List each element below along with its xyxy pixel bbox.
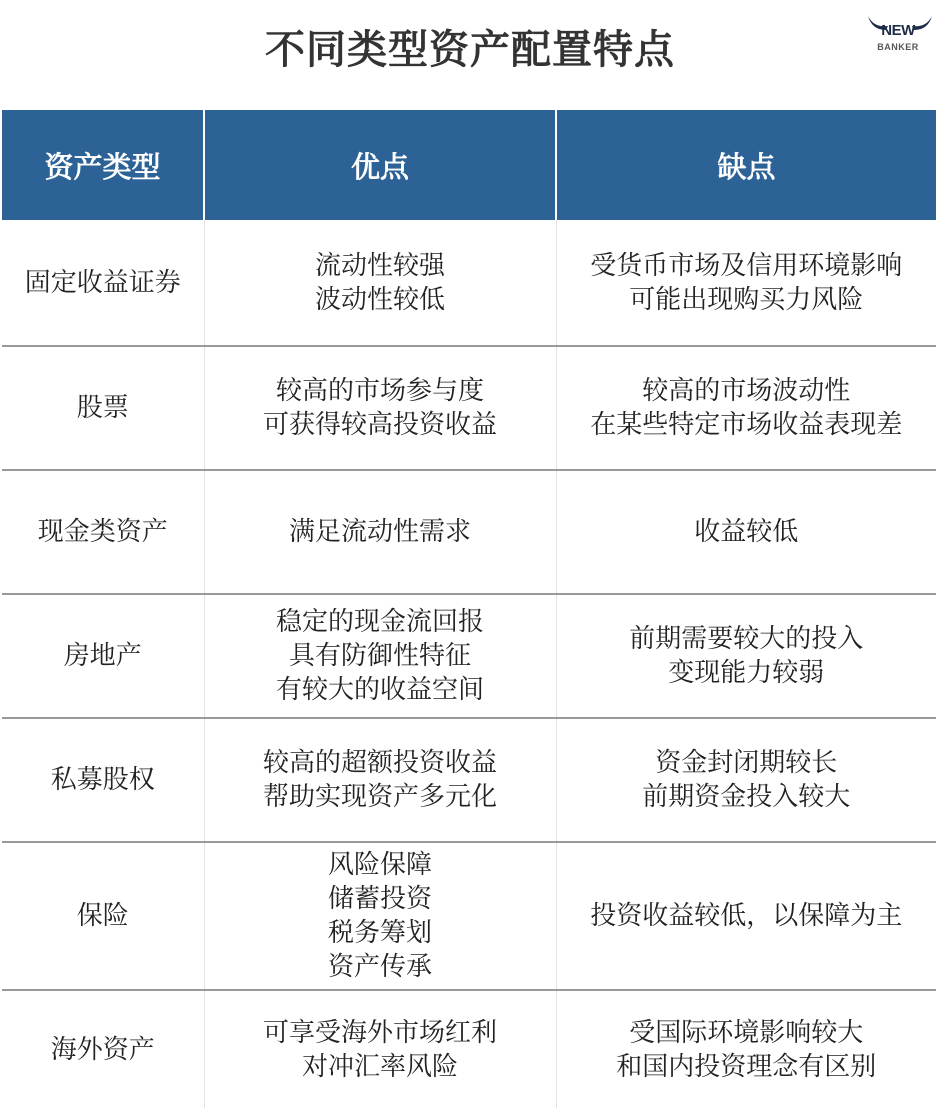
cons-cell	[556, 842, 936, 990]
cons-cell	[556, 990, 936, 1108]
cons-line: 前期资金投入较大	[642, 782, 851, 812]
cons-cell	[556, 594, 936, 718]
header-cons: 缺点	[556, 110, 936, 220]
pros-line: 较高的市场参与度	[275, 376, 484, 406]
pros-cell	[204, 842, 556, 990]
table-row	[2, 470, 936, 594]
logo-text-new: NEW	[881, 22, 915, 39]
asset-table	[2, 110, 936, 1108]
cons-line: 投资收益较低，以保障为主	[590, 901, 903, 931]
pros-line: 储蓄投资	[327, 884, 432, 914]
pros-line: 具有防御性特征	[288, 641, 471, 671]
pros-line: 资产传承	[327, 952, 432, 982]
pros-line: 可获得较高投资收益	[262, 410, 497, 440]
cons-line: 受国际环境影响较大	[629, 1017, 864, 1048]
cons-line: 前期需要较大的投入	[629, 624, 864, 654]
cons-cell	[556, 718, 936, 842]
table-row	[2, 990, 936, 1108]
cons-line: 收益较低	[694, 517, 799, 547]
new-banker-logo	[866, 14, 936, 64]
pros-cell	[204, 346, 556, 470]
pros-cell	[204, 990, 556, 1108]
cons-line: 可能出现购买力风险	[629, 284, 864, 315]
header-asset-type: 资产类型	[2, 110, 204, 220]
cons-line: 在某些特定市场收益表现差	[590, 410, 903, 440]
cons-line: 变现能力较弱	[668, 658, 825, 688]
cons-line: 资金封闭期较长	[655, 748, 838, 778]
pros-line: 帮助实现资产多元化	[262, 782, 497, 812]
pros-line: 稳定的现金流回报	[275, 607, 484, 637]
pros-line: 税务筹划	[327, 918, 432, 948]
asset-type-cell: 私募股权	[2, 718, 204, 842]
table-row	[2, 718, 936, 842]
table-row	[2, 220, 936, 346]
pros-cell	[204, 220, 556, 346]
pros-line: 较高的超额投资收益	[262, 748, 497, 778]
cons-line: 受货币市场及信用环境影响	[590, 250, 903, 281]
asset-type-cell: 股票	[2, 346, 204, 470]
pros-cell	[204, 594, 556, 718]
cons-line: 较高的市场波动性	[642, 376, 851, 406]
page-title: 不同类型资产配置特点	[265, 27, 675, 73]
pros-line: 流动性较强	[314, 250, 445, 281]
asset-type-cell: 海外资产	[2, 990, 204, 1108]
cons-cell	[556, 470, 936, 594]
table-row	[2, 594, 936, 718]
cons-cell	[556, 346, 936, 470]
pros-cell	[204, 718, 556, 842]
pros-line: 对冲汇率风险	[301, 1051, 458, 1082]
asset-type-cell: 保险	[2, 842, 204, 990]
logo-text-banker: BANKER	[877, 42, 919, 52]
asset-type-cell: 固定收益证券	[2, 220, 204, 346]
pros-line: 风险保障	[327, 850, 432, 880]
table-row	[2, 842, 936, 990]
pros-cell	[204, 470, 556, 594]
pros-line: 满足流动性需求	[288, 517, 471, 547]
table-row	[2, 346, 936, 470]
cons-line: 和国内投资理念有区别	[616, 1051, 877, 1082]
pros-line: 波动性较低	[314, 284, 445, 315]
asset-type-cell: 房地产	[2, 594, 204, 718]
header-pros: 优点	[204, 110, 556, 220]
pros-line: 有较大的收益空间	[275, 675, 484, 705]
asset-type-cell: 现金类资产	[2, 470, 204, 594]
cons-cell	[556, 220, 936, 346]
table-header-row	[2, 110, 936, 220]
pros-line: 可享受海外市场红利	[262, 1017, 497, 1048]
